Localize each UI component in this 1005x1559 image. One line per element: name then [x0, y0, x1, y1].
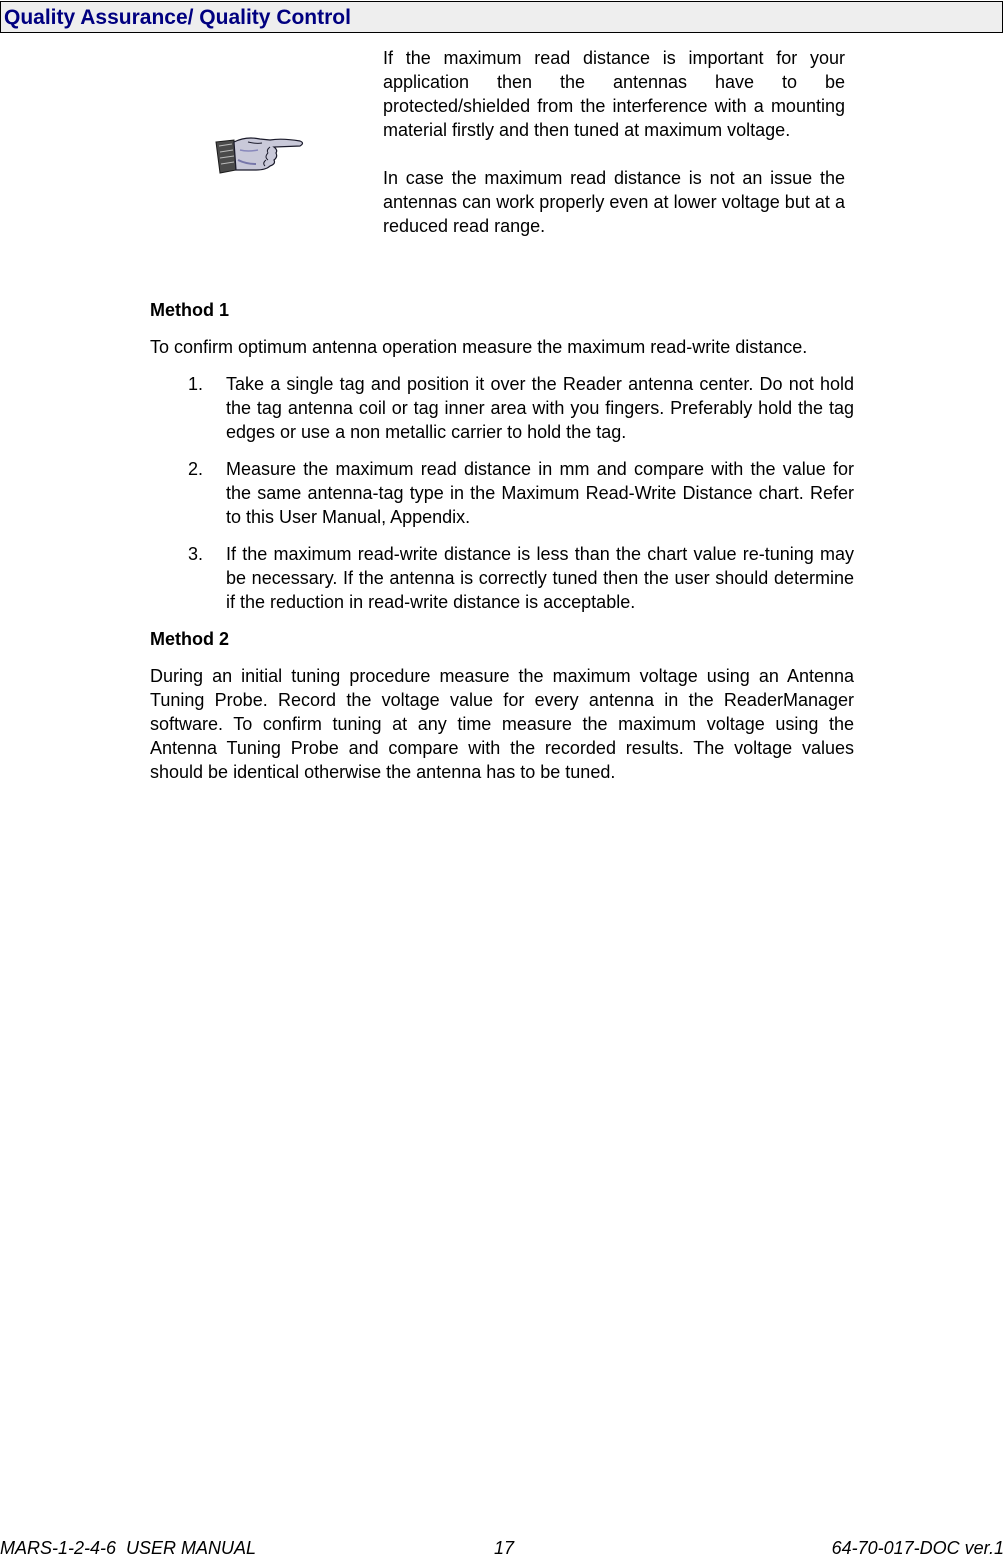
note-paragraph: If the maximum read distance is important for your application then the antennas have to be protected/shielded from the interference with a mounting material firstly and then tuned at maximum voltage. [383, 48, 845, 140]
list-item [150, 372, 854, 444]
list-item-text: If the maximum read-write distance is less than the chart value re-tuning may be necessary. If the antenna is correctly tuned then the user should determine if the reduction in read-write distance is acceptable. [226, 544, 854, 612]
page-number: 17 [494, 1538, 515, 1558]
method1-steps [150, 372, 854, 614]
pointing-hand-icon [212, 130, 306, 180]
list-item-text: Measure the maximum read distance in mm and compare with the value for the same antenna-tag type in the Maximum Read-Write Distance chart. Refer to this User Manual, Appendix. [226, 459, 854, 527]
main-content [150, 298, 854, 784]
list-item [150, 457, 854, 529]
method1-intro: To confirm optimum antenna operation measure the maximum read-write distance. [150, 337, 808, 357]
list-item-number: 3. [188, 544, 204, 564]
list-item-number: 2. [188, 459, 204, 479]
list-item [150, 542, 854, 614]
page-footer [0, 1537, 1005, 1559]
method2-heading: Method 2 [150, 629, 229, 649]
footer-document-title: MARS-1-2-4-6 USER MANUAL [0, 1538, 257, 1558]
footer-document-id: 64-70-017-DOC ver.1 [831, 1538, 1004, 1558]
section-title: Quality Assurance/ Quality Control [4, 6, 351, 29]
section-header [0, 1, 1003, 33]
method1-heading: Method 1 [150, 300, 229, 320]
method2-text: During an initial tuning procedure measure the maximum voltage using an Antenna Tuning Probe. Record the voltage value for every antenna in the ReaderManager software. To confirm tuning at any time measure the maximum voltage using the Antenna Tuning Probe and compare with the recorded results. The voltage values should be identical otherwise the antenna has to be tuned. [150, 666, 854, 782]
list-item-text: Take a single tag and position it over the Reader antenna center. Do not hold the tag antenna coil or tag inner area with you fingers. Preferably hold the tag edges or use a non metallic carrier to hold the tag. [226, 374, 854, 442]
note-paragraph: In case the maximum read distance is not an issue the antennas can work properly even at lower voltage but at a reduced read range. [383, 168, 845, 236]
list-item-number: 1. [188, 374, 204, 394]
note-box [383, 46, 845, 238]
